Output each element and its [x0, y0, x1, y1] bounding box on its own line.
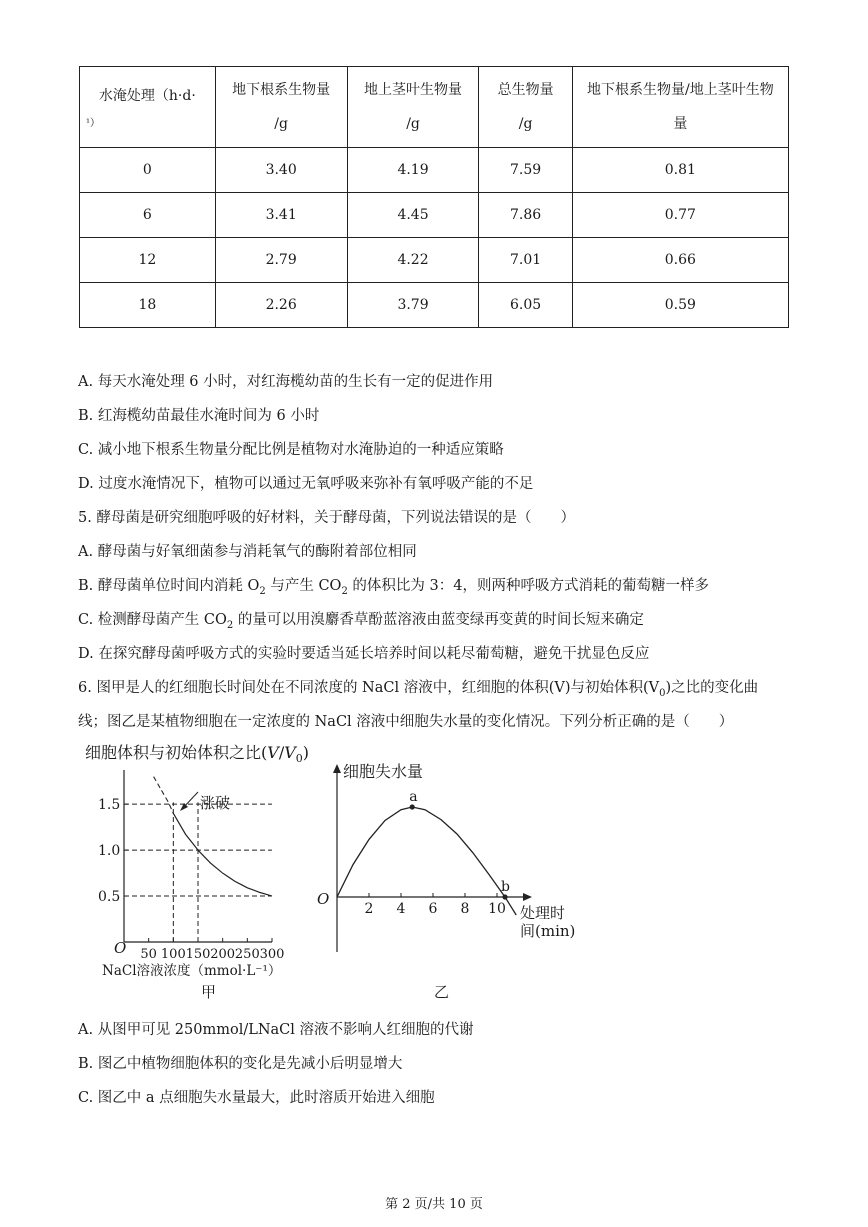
chart-jia-x-tick-label: 100	[160, 947, 186, 962]
table-cell: 0.77	[572, 193, 788, 238]
q6-stem-line2: 线；图乙是某植物细胞在一定浓度的 NaCl 溶液中细胞失水量的变化情况。下列分析正确的是（ ）	[78, 714, 734, 730]
table-cell: 4.22	[347, 238, 479, 283]
table-header-text: /g	[518, 116, 533, 132]
q6-figures	[80, 740, 600, 1008]
table-cell: 7.01	[479, 238, 572, 283]
chart-yi-xlabel-line2: 间(min)	[520, 922, 576, 940]
chart-yi-curve	[337, 807, 516, 915]
table-cell: 6	[80, 193, 216, 238]
chart-yi	[317, 762, 575, 1001]
chart-yi-xlabel-line1: 处理时	[520, 904, 566, 922]
chart-yi-x-tick-label: 4	[396, 901, 406, 917]
chart-jia-x-tick-label: 200	[210, 947, 236, 962]
table-cell: 6.05	[479, 283, 572, 328]
table-header-text: 总生物量	[497, 82, 554, 98]
q6-stem-line1: 6. 图甲是人的红细胞长时间处在不同浓度的 NaCl 溶液中，红细胞的体积(V)与初始体积$(V_0)$之比的变化曲	[78, 680, 759, 699]
table-cell: 12	[80, 238, 216, 283]
q5-stem: 5. 酵母菌是研究细胞呼吸的好材料，关于酵母菌，下列说法错误的是（ ）	[78, 510, 575, 526]
chart-yi-point	[502, 894, 507, 899]
table-header-text: ¹）	[86, 118, 101, 129]
table-cell: 0.66	[572, 238, 788, 283]
chart-jia-title: 细胞体积与初始体积之比$(V/V_0)$	[85, 743, 310, 765]
table-header-cell	[80, 67, 216, 148]
q4-option-b: B. 红海榄幼苗最佳水淹时间为 6 小时	[78, 408, 320, 424]
chart-jia-y-tick-label: 0.5	[98, 889, 121, 906]
table-header-text: /g	[406, 116, 420, 132]
chart-jia-origin: O	[114, 939, 127, 957]
table-header-cell	[347, 67, 479, 148]
q4-option-a: A. 每天水淹处理 6 小时，对红海榄幼苗的生长有一定的促进作用	[78, 374, 494, 390]
q6-option-b: B. 图乙中植物细胞体积的变化是先减小后明显增大	[78, 1056, 403, 1072]
chart-jia-y-tick-label: 1.0	[98, 843, 121, 860]
table-cell: 2.26	[215, 283, 347, 328]
table-header-text: 地上茎叶生物量	[364, 82, 463, 98]
table-header-cell	[215, 67, 347, 148]
table-cell: 7.86	[479, 193, 572, 238]
q5-option-d: D. 在探究酵母菌呼吸方式的实验时要适当延长培养时间以耗尽葡萄糖，避免干扰显色反应	[78, 646, 650, 662]
table-cell: 0.81	[572, 148, 788, 193]
table-header-text: 水淹处理（h·d·	[98, 88, 196, 104]
chart-yi-point-label: a	[409, 789, 418, 805]
table-cell: 4.45	[347, 193, 479, 238]
table-cell: 7.59	[479, 148, 572, 193]
table-header-text: 量	[673, 116, 688, 132]
table-row	[80, 283, 789, 328]
chart-yi-caption: 乙	[434, 983, 450, 1001]
table-header-text: 地下根系生物量/地上茎叶生物	[586, 82, 774, 98]
chart-jia	[85, 743, 309, 1001]
q4-option-d: D. 过度水淹情况下，植物可以通过无氧呼吸来弥补有氧呼吸产能的不足	[78, 476, 534, 492]
table-cell: 0	[80, 148, 216, 193]
page-footer: 第 2 页/共 10 页	[385, 1197, 483, 1212]
chart-yi-x-tick-label: 2	[364, 901, 374, 917]
chart-yi-x-tick-label: 6	[428, 901, 438, 917]
chart-yi-x-tick-label: 10	[488, 901, 506, 917]
chart-jia-x-tick-label: 300	[259, 947, 285, 962]
table-row	[80, 238, 789, 283]
table-row	[80, 193, 789, 238]
chart-jia-caption: 甲	[201, 983, 217, 1001]
chart-yi-origin: O	[317, 890, 330, 908]
chart-yi-x-arrow	[523, 893, 532, 901]
q5-option-b: B. 酵母菌单位时间内消耗 $O_2$ 与产生 $CO_2$ 的体积比为 3：4，则两种呼吸方式消耗的葡萄糖一样多	[78, 578, 709, 597]
table-cell: 3.40	[215, 148, 347, 193]
table-header-cell	[572, 67, 788, 148]
chart-yi-point	[410, 804, 415, 809]
table-cell: 0.59	[572, 283, 788, 328]
table-cell: 18	[80, 283, 216, 328]
table-header-text: /g	[274, 116, 288, 132]
table-header-cell	[479, 67, 572, 148]
chart-jia-annotation: 涨破	[200, 794, 231, 812]
q4-option-c: C. 减小地下根系生物量分配比例是植物对水淹胁迫的一种适应策略	[78, 442, 504, 458]
q6-option-c: C. 图乙中 a 点细胞失水量最大，此时溶质开始进入细胞	[78, 1090, 435, 1106]
chart-jia-x-tick-label: 150	[185, 947, 211, 962]
table-cell: 3.41	[215, 193, 347, 238]
q6-option-a: A. 从图甲可见 250mmol/LNaCl 溶液不影响人红细胞的代谢	[78, 1022, 474, 1038]
chart-jia-y-tick-label: 1.5	[98, 797, 121, 814]
chart-yi-x-tick-label: 8	[460, 901, 470, 917]
chart-jia-x-tick-label: 250	[234, 947, 260, 962]
table-cell: 3.79	[347, 283, 479, 328]
chart-jia-dashed-curve	[154, 777, 174, 814]
table-header-row	[80, 67, 789, 148]
q5-option-c: C. 检测酵母菌产生 $CO_2$ 的量可以用溴麝香草酚蓝溶液由蓝变绿再变黄的时间长短来确定	[78, 612, 644, 631]
chart-yi-title: 细胞失水量	[343, 762, 424, 781]
table-header-text: 地下根系生物量	[232, 82, 331, 98]
table-row	[80, 148, 789, 193]
biomass-table	[79, 66, 789, 328]
table-cell: 4.19	[347, 148, 479, 193]
chart-jia-xlabel: NaCl溶液浓度（mmol·L⁻¹）	[102, 963, 282, 979]
chart-yi-y-arrow	[333, 764, 341, 773]
q5-option-a: A. 酵母菌与好氧细菌参与消耗氧气的酶附着部位相同	[78, 544, 417, 560]
chart-jia-x-tick-label: 50	[140, 947, 157, 962]
chart-jia-solid-curve	[173, 813, 272, 896]
table-cell: 2.79	[215, 238, 347, 283]
chart-yi-point-label: b	[501, 879, 510, 895]
